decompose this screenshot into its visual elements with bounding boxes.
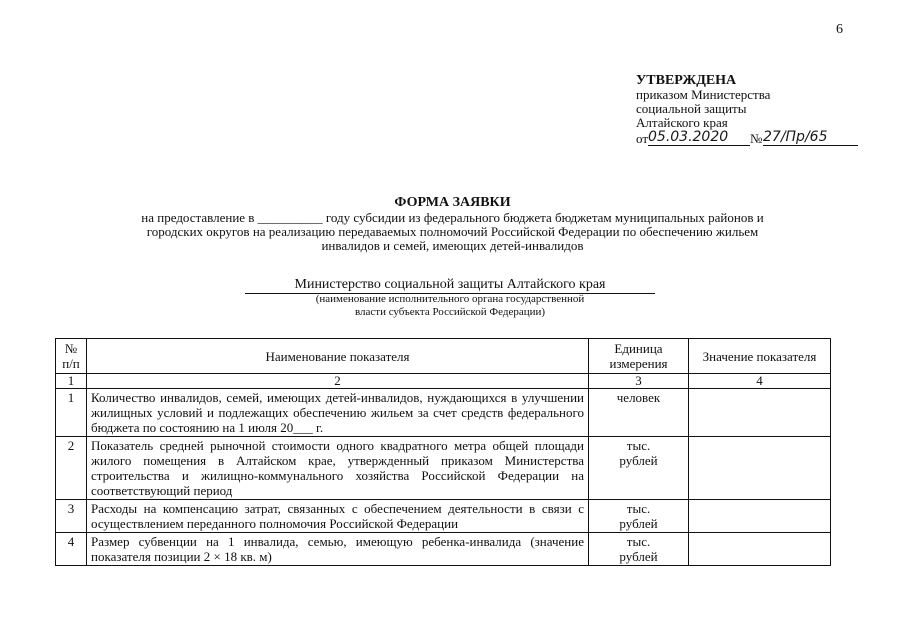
header-num-line: № (64, 341, 78, 356)
form-title: ФОРМА ЗАЯВКИ (394, 195, 511, 210)
row-unit-line: тыс. (626, 534, 651, 549)
table-row (56, 500, 831, 533)
date-underline (648, 145, 750, 146)
header-unit-line: измерения (609, 356, 668, 371)
row-unit-line: рублей (619, 516, 658, 531)
row-unit (589, 533, 689, 566)
approval-block (636, 73, 886, 148)
row-name: Размер субвенции на 1 инвалида, семью, имеющую ребенка-инвалида (значение показателя позиции 2 × 18 кв. м) (87, 533, 589, 566)
from-label: от (636, 131, 649, 146)
approval-signature-line (636, 130, 886, 148)
row-unit (589, 389, 689, 437)
ministry-note (245, 293, 655, 319)
header-num-line: п/п (62, 356, 80, 371)
approval-line: приказом Министерства (636, 87, 771, 102)
row-unit-line: человек (616, 390, 661, 405)
row-num: 1 (56, 389, 87, 437)
form-subtitle (100, 211, 805, 253)
approval-heading: УТВЕРЖДЕНА (636, 73, 737, 88)
row-unit-line: тыс. (626, 438, 651, 453)
row-num: 3 (56, 500, 87, 533)
approval-number: 27/Пр/65 (763, 129, 828, 145)
subtitle-line: на предоставление в __________ году субсидии из федерального бюджета бюджетам муниципальных районов и (141, 210, 764, 225)
row-unit-line: рублей (619, 453, 658, 468)
number-underline (763, 145, 858, 146)
row-num: 4 (56, 533, 87, 566)
row-name: Расходы на компенсацию затрат, связанных с обеспечением деятельности в связи с осуществлением переданного полномочия Российской Федерации (87, 500, 589, 533)
column-number: 1 (56, 374, 87, 389)
column-number: 3 (589, 374, 689, 389)
table-row (56, 437, 831, 500)
row-unit (589, 500, 689, 533)
subtitle-line: инвалидов и семей, имеющих детей-инвалидов (321, 238, 584, 253)
number-label: № (750, 131, 763, 146)
row-value-cell[interactable] (689, 437, 831, 500)
header-unit (589, 339, 689, 374)
row-name: Количество инвалидов, семей, имеющих детей-инвалидов, нуждающихся в улучшении жилищных условий и подлежащих обеспечению жильем за счет средств федерального бюджета по состоянию на 1 июля 20___ г. (87, 389, 589, 437)
approval-line: социальной защиты (636, 101, 747, 116)
approval-line: Алтайского края (636, 115, 728, 130)
row-unit (589, 437, 689, 500)
page-number: 6 (836, 22, 843, 37)
table-header-row (56, 339, 831, 374)
table-row (56, 533, 831, 566)
row-value-cell[interactable] (689, 500, 831, 533)
header-value: Значение показателя (689, 339, 831, 374)
header-unit-line: Единица (614, 341, 663, 356)
column-number: 4 (689, 374, 831, 389)
approval-date: 05.03.2020 (648, 129, 729, 145)
row-value-cell[interactable] (689, 533, 831, 566)
row-value-cell[interactable] (689, 389, 831, 437)
row-unit-line: тыс. (626, 501, 651, 516)
row-num: 2 (56, 437, 87, 500)
subtitle-line: городских округов на реализацию передаваемых полномочий Российской Федерации по обеспечению жильем (146, 224, 759, 239)
row-unit-line: рублей (619, 549, 658, 564)
header-name: Наименование показателя (87, 339, 589, 374)
ministry-name: Министерство социальной защиты Алтайского края (245, 277, 655, 294)
header-num (56, 339, 87, 374)
row-name: Показатель средней рыночной стоимости одного квадратного метра общей площади жилого помещения в Алтайском крае, утвержденный приказом Министерства строительства и жилищно-коммунального хозяйства Российской Федерации на соответствующий период (87, 437, 589, 500)
ministry-note-line: (наименование исполнительного органа государственной (315, 293, 585, 305)
ministry-note-line: власти субъекта Российской Федерации) (354, 306, 546, 318)
table-row (56, 389, 831, 437)
indicators-table (55, 338, 831, 566)
column-number: 2 (87, 374, 589, 389)
column-numbers-row (56, 374, 831, 389)
